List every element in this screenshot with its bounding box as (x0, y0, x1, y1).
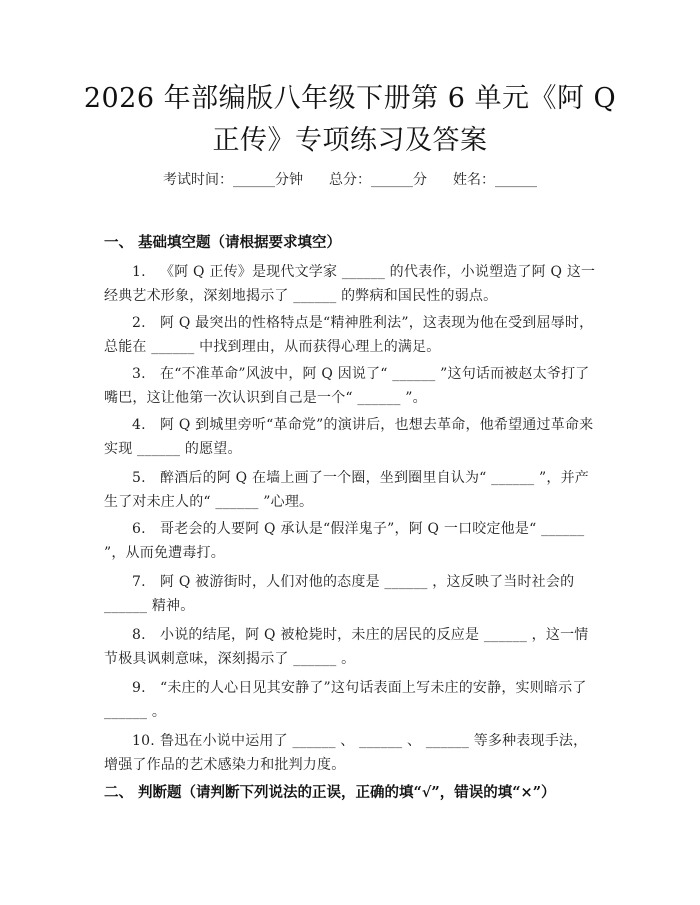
section-1-heading (104, 231, 341, 252)
question-number: 6. (132, 521, 146, 537)
question-number: 8. (132, 627, 146, 643)
exam-info-line (0, 169, 700, 189)
question-text: 在“不准革命”风波中，阿 Q 因说了“ ______ ”这句话而被赵太爷打了嘴巴，这让他第一次认识到自己是一个“ ______ ”。 (104, 366, 590, 406)
question-text: 阿 Q 被游街时，人们对他的态度是 ______ ，这反映了当时社会的 ______ 精神。 (104, 574, 575, 614)
section-2-number: 二、 (104, 784, 133, 801)
question-number: 1. (132, 264, 146, 280)
section-2-heading (104, 781, 556, 802)
question-item (104, 517, 600, 565)
question-item (104, 413, 600, 461)
question-item (104, 676, 600, 724)
question-text: 鲁迅在小说中运用了 ______ 、 ______ 、 ______ 等多种表现手法，增强了作品的艺术感染力和批判力度。 (104, 733, 588, 773)
question-text: 哥老会的人要阿 Q 承认是“假洋鬼子”，阿 Q 一口咬定他是“ ______ ”，从而免遭毒打。 (104, 521, 585, 561)
question-text: “未庄的人心日见其安静了”这句话表面上写未庄的安静，实则暗示了 ______ 。 (104, 680, 587, 720)
question-number: 9. (132, 680, 146, 696)
question-text: 阿 Q 最突出的性格特点是“精神胜利法”，这表现为他在受到屈辱时，总能在 ______ 中找到理由，从而获得心理上的满足。 (104, 315, 594, 355)
question-number: 2. (132, 315, 146, 331)
question-item (104, 729, 600, 777)
question-number: 7. (132, 574, 146, 590)
question-text: 《阿 Q 正传》是现代文学家 ______ 的代表作，小说塑造了阿 Q 这一经典艺术形象，深刻地揭示了 ______ 的弊病和国民性的弱点。 (104, 264, 596, 304)
section-1-number: 一、 (104, 234, 133, 251)
question-item (104, 623, 600, 671)
question-text: 小说的结尾，阿 Q 被枪毙时，未庄的居民的反应是 ______ ，这一情节极具讽刺意味，深刻揭示了 ______ 。 (104, 627, 589, 667)
question-number: 4. (132, 417, 146, 433)
section-2-title: 判断题（请判断下列说法的正误，正确的填“√”，错误的填“×”） (138, 784, 556, 801)
student-name-field: 姓名：______ (453, 172, 537, 188)
question-item (104, 362, 600, 410)
exam-time-field: 考试时间：______分钟 (163, 172, 303, 188)
question-item (104, 311, 600, 359)
section-1-title: 基础填空题（请根据要求填空） (138, 234, 341, 251)
question-number: 3. (132, 366, 146, 382)
question-text: 阿 Q 到城里旁听“革命党”的演讲后，也想去革命，他希望通过革命来实现 ______ 的愿望。 (104, 417, 594, 457)
question-number: 5. (132, 470, 146, 486)
question-item (104, 466, 600, 514)
question-text: 醉酒后的阿 Q 在墙上画了一个圈，坐到圈里自认为“ ______ ”，并产生了对未庄人的“ ______ ”心理。 (104, 470, 589, 510)
question-number: 10. (132, 733, 155, 749)
question-item (104, 260, 600, 308)
question-item (104, 570, 600, 618)
document-title: 2026 年部编版八年级下册第 6 单元《阿 Q 正传》专项练习及答案 (83, 83, 617, 156)
total-score-field: 总分：______分 (329, 172, 427, 188)
